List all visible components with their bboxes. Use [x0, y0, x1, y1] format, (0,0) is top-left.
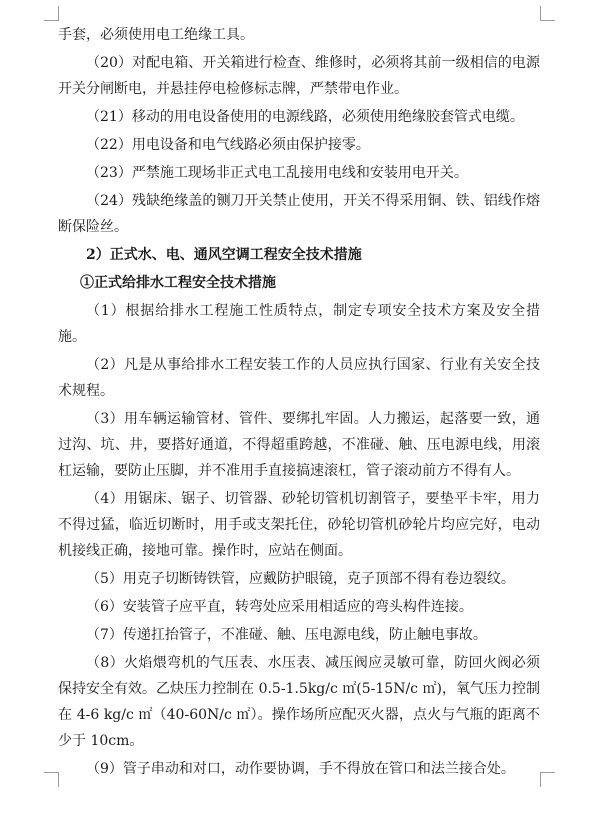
paragraph-item-3: （3）用车辆运输管材、管件、要绑扎牢固。人力搬运，起落要一致，通过沟、坑、井，要搭好通道，不得超重跨越，不准碰、触、压电源电线，用滚杠运输，要防止压脚，并不准用手直接搞速滚杠，管子滚动前方不得有人。: [58, 411, 540, 479]
paragraph-item-20: （20）对配电箱、开关箱进行检查、维修时，必须将其前一级相信的电源开关分闸断电，并悬挂停电检修标志牌，严禁带电作业。: [58, 55, 540, 97]
crop-mark-top-left: [44, 6, 59, 21]
document-body: [58, 22, 540, 784]
paragraph-item-9: （9）管子串动和对口，动作要协调，手不得放在管口和法兰接合处。: [86, 761, 515, 777]
paragraph-item-8: （8）火焰煨弯机的气压表、水压表、减压阀应灵敏可靠，防回火阀必须保持安全有效。乙炔压力控制在 0.5-1.5kg/c ㎡(5-15N/c ㎡)，氧气压力控制在 4-6 kg/c ㎡（40-60N/c ㎡）。操作场所应配灭火器，点火与气瓶的距离不少于 10cm。: [58, 655, 540, 749]
paragraph-item-4: （4）用锯床、锯子、切管器、砂轮切管机切割管子，要垫平卡牢，用力不得过猛，临近切断时，用手或支架托住，砂轮切管机砂轮片均应完好，电动机接线正确，接地可靠。操作时，应站在侧面。: [58, 491, 540, 559]
paragraph-item-1: （1）根据给排水工程施工性质特点，制定专项安全技术方案及安全措施。: [58, 303, 540, 345]
paragraph-item-6: （6）安装管子应平直，转弯处应采用相适应的弯头构件连接。: [86, 599, 473, 615]
paragraph-item-22: （22）用电设备和电气线路必须由保护接零。: [86, 137, 370, 153]
paragraph-item-2: （2）凡是从事给排水工程安装工作的人员应执行国家、行业有关安全技术规程。: [58, 357, 540, 399]
subsection-heading: ①正式给排水工程安全技术措施: [80, 275, 276, 291]
paragraph-item-7: （7）传递扛抬管子，不准碰、触、压电源电线，防止触电事故。: [86, 627, 487, 643]
section-heading: 2）正式水、电、通风空调工程安全技术措施: [86, 247, 362, 263]
paragraph-continuation: 手套，必须使用电工绝缘工具。: [58, 27, 254, 43]
crop-mark-bottom-left: [44, 772, 59, 787]
crop-mark-top-right: [540, 6, 555, 21]
paragraph-item-24: （24）残缺绝缘盖的铡刀开关禁止使用，开关不得采用铜、铁、铝线作熔断保险丝。: [58, 193, 540, 235]
crop-mark-bottom-right: [540, 772, 555, 787]
paragraph-item-5: （5）用克子切断铸铁管，应戴防护眼镜，克子顶部不得有卷边裂纹。: [86, 571, 515, 587]
paragraph-item-23: （23）严禁施工现场非正式电工乱接用电线和安装用电开关。: [86, 165, 468, 181]
paragraph-item-21: （21）移动的用电设备使用的电源线路，必须使用绝缘胶套管式电缆。: [86, 109, 524, 125]
